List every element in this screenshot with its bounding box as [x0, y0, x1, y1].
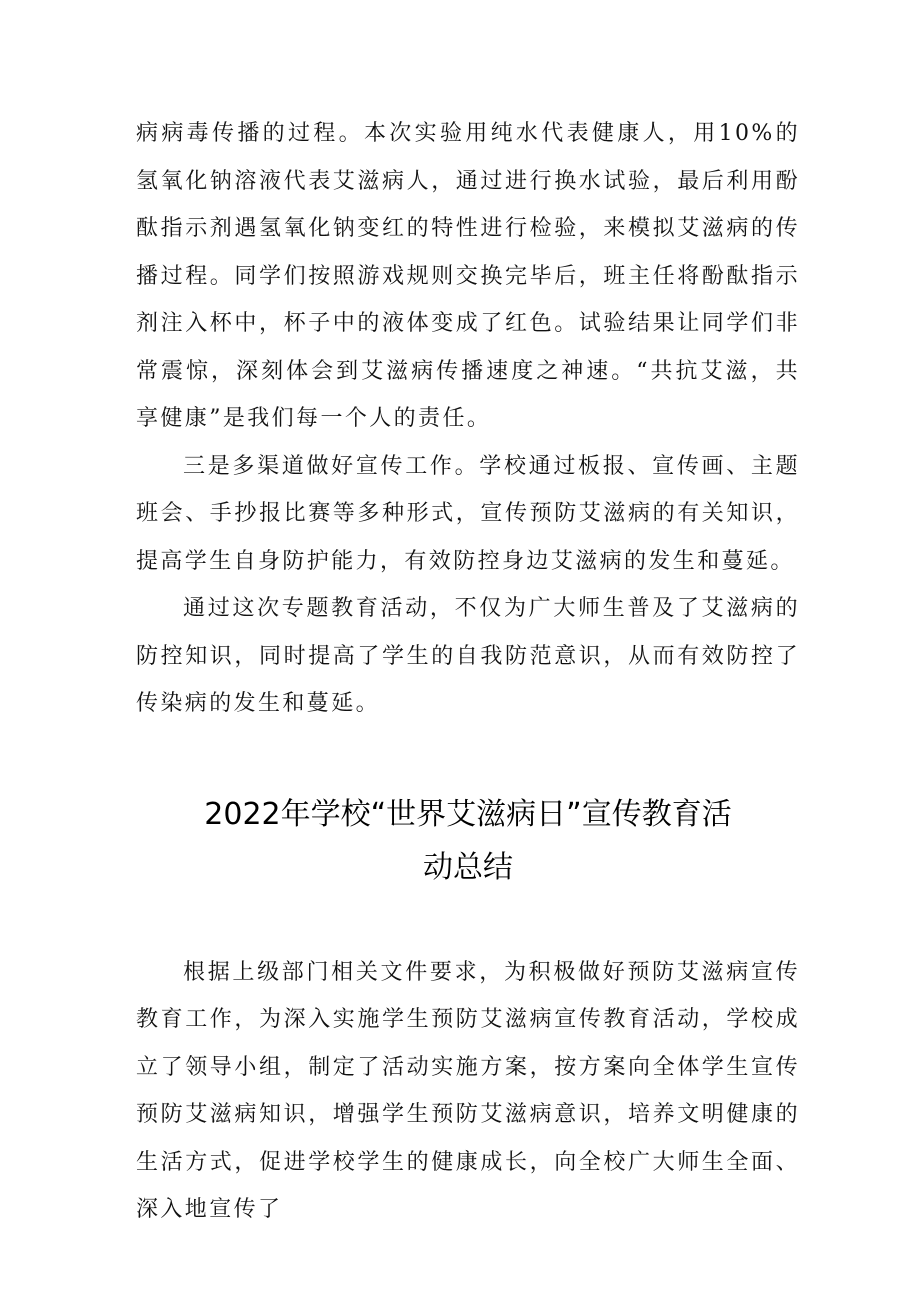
body-paragraph-publicity: 三是多渠道做好宣传工作。学校通过板报、宣传画、主题班会、手抄报比赛等多种形式，宣传预防艾滋病的有关知识，提高学生自身防护能力，有效防控身边艾滋病的发生和蔓延。: [136, 453, 800, 574]
body-paragraph-continued: 病病毒传播的过程。本次实验用纯水代表健康人，用10%的氢氧化钠溶液代表艾滋病人，通过进行换水试验，最后利用酚酞指示剂遇氢氧化钠变红的特性进行检验，来模拟艾滋病的传播过程。同学们按照游戏规则交换完毕后，班主任将酚酞指示剂注入杯中，杯子中的液体变成了红色。试验结果让同学们非常震惊，深刻体会到艾滋病传播速度之神速。“共抗艾滋，共享健康”是我们每一个人的责任。: [136, 121, 800, 431]
document-title-line-1: 2022年学校“世界艾滋病日”宣传教育活: [204, 796, 732, 832]
document-title-line-2: 动总结: [423, 849, 513, 885]
body-paragraph-conclusion: 通过这次专题教育活动，不仅为广大师生普及了艾滋病的防控知识，同时提高了学生的自我防范意识，从而有效防控了传染病的发生和蔓延。: [136, 596, 800, 716]
document-page: [136, 110, 800, 1234]
body-paragraph-intro: 根据上级部门相关文件要求，为积极做好预防艾滋病宣传教育工作，为深入实施学生预防艾滋病宣传教育活动，学校成立了领导小组，制定了活动实施方案，按方案向全体学生宣传预防艾滋病知识，增强学生预防艾滋病意识，培养文明健康的生活方式，促进学校学生的健康成长，向全校广大师生全面、深入地宣传了: [136, 959, 800, 1222]
document-title: [136, 788, 800, 894]
